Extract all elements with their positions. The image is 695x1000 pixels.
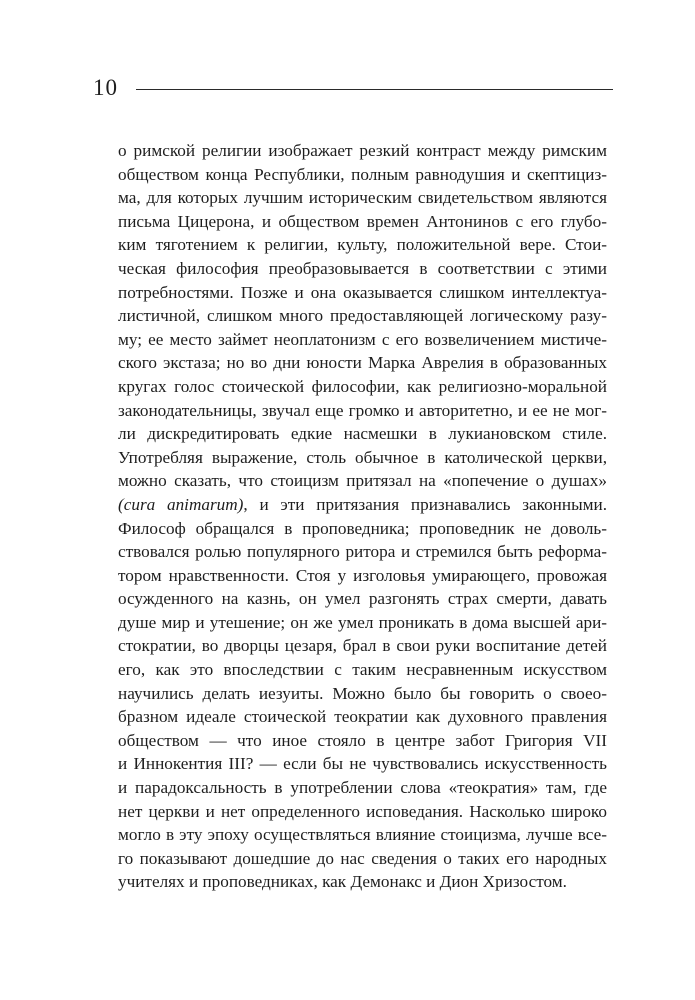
text-line: тором нравственности. Стоя у изголовья умирающего, провожая (118, 565, 607, 585)
text-line: письма Цицерона, и обществом времен Антонинов с его глубо- (118, 211, 607, 231)
page-number: 10 (93, 75, 118, 100)
text-line: ствовался ролью популярного ритора и стремился быть реформа- (118, 542, 607, 562)
text-line: листичной, слишком много предоставляющей логическому разу- (118, 306, 607, 326)
text-line: кругах голос стоической философии, как религиозно-моральной (118, 376, 607, 396)
text-line: душе мир и утешение; он же умел проникать в дома высшей ари- (118, 612, 607, 632)
text-line: ким тяготением к религии, культу, положительной вере. Стои- (118, 235, 607, 255)
body-text (118, 139, 607, 894)
page-header (93, 72, 613, 106)
text-line: потребностями. Позже и она оказывается слишком интеллектуа- (118, 282, 607, 302)
text-line: о римской религии изображает резкий контраст между римским (118, 141, 607, 160)
text-line: ческая философия преобразовывается в соответствии с этими (118, 258, 607, 278)
text-line: ли дискредитировать едкие насмешки в лукиановском стиле. (118, 424, 607, 444)
text-line: стократии, во дворцы цезаря, брал в свои руки воспитание детей (118, 636, 607, 656)
text-line: обществом — что иное стояло в центре забот Григория VII (118, 730, 607, 750)
text-line: его, как это впоследствии с таким несравненным искусством (118, 660, 607, 680)
text-line-with-italic (118, 493, 607, 517)
text-line: му; ее место займет неоплатонизм с его возвеличением мистиче- (118, 329, 607, 349)
text-line: осужденного на казнь, он умел разгонять страх смерти, давать (118, 589, 607, 609)
text-line: обществом конца Республики, полным равнодушия и скептициз- (118, 164, 607, 184)
text-line: ского экстаза; но во дни юности Марка Аврелия в образованных (118, 353, 607, 373)
header-rule (136, 89, 613, 90)
text-line: Философ обращался в проповедника; проповедник не доволь- (118, 518, 607, 538)
text-line: бразном идеале стоической теократии как духовного правления (118, 707, 607, 727)
text-line: законодательницы, звучал еще громко и авторитетно, и ее не мог- (118, 400, 607, 420)
text-line: могло в эту эпоху осуществляться влияние стоицизма, лучше все- (118, 825, 607, 845)
text-line: го показывают дошедшие до нас сведения о таких его народных (118, 848, 607, 868)
text-line: научились делать иезуиты. Можно было бы говорить о своео- (118, 683, 607, 703)
text-line: и парадоксальность в употреблении слова «теократия» там, где (118, 778, 607, 798)
italic-latin-term: (cura animarum) (118, 494, 244, 514)
text-line-rest: , и эти притязания признавались законными. (243, 494, 607, 514)
text-line: и Иннокентия III? — если бы не чувствовались искусственность (118, 754, 607, 774)
text-line: Употребляя выражение, столь обычное в католической церкви, (118, 447, 607, 467)
text-line: ма, для которых лучшим историческим свидетельством являются (118, 188, 607, 208)
text-line-last: учителях и проповедниках, как Демонакс и Дион Хризостом. (118, 872, 567, 892)
text-line: можно сказать, что стоицизм притязал на «попечение о душах» (118, 471, 607, 491)
text-line: нет церкви и нет определенного исповедания. Насколько широко (118, 801, 607, 821)
